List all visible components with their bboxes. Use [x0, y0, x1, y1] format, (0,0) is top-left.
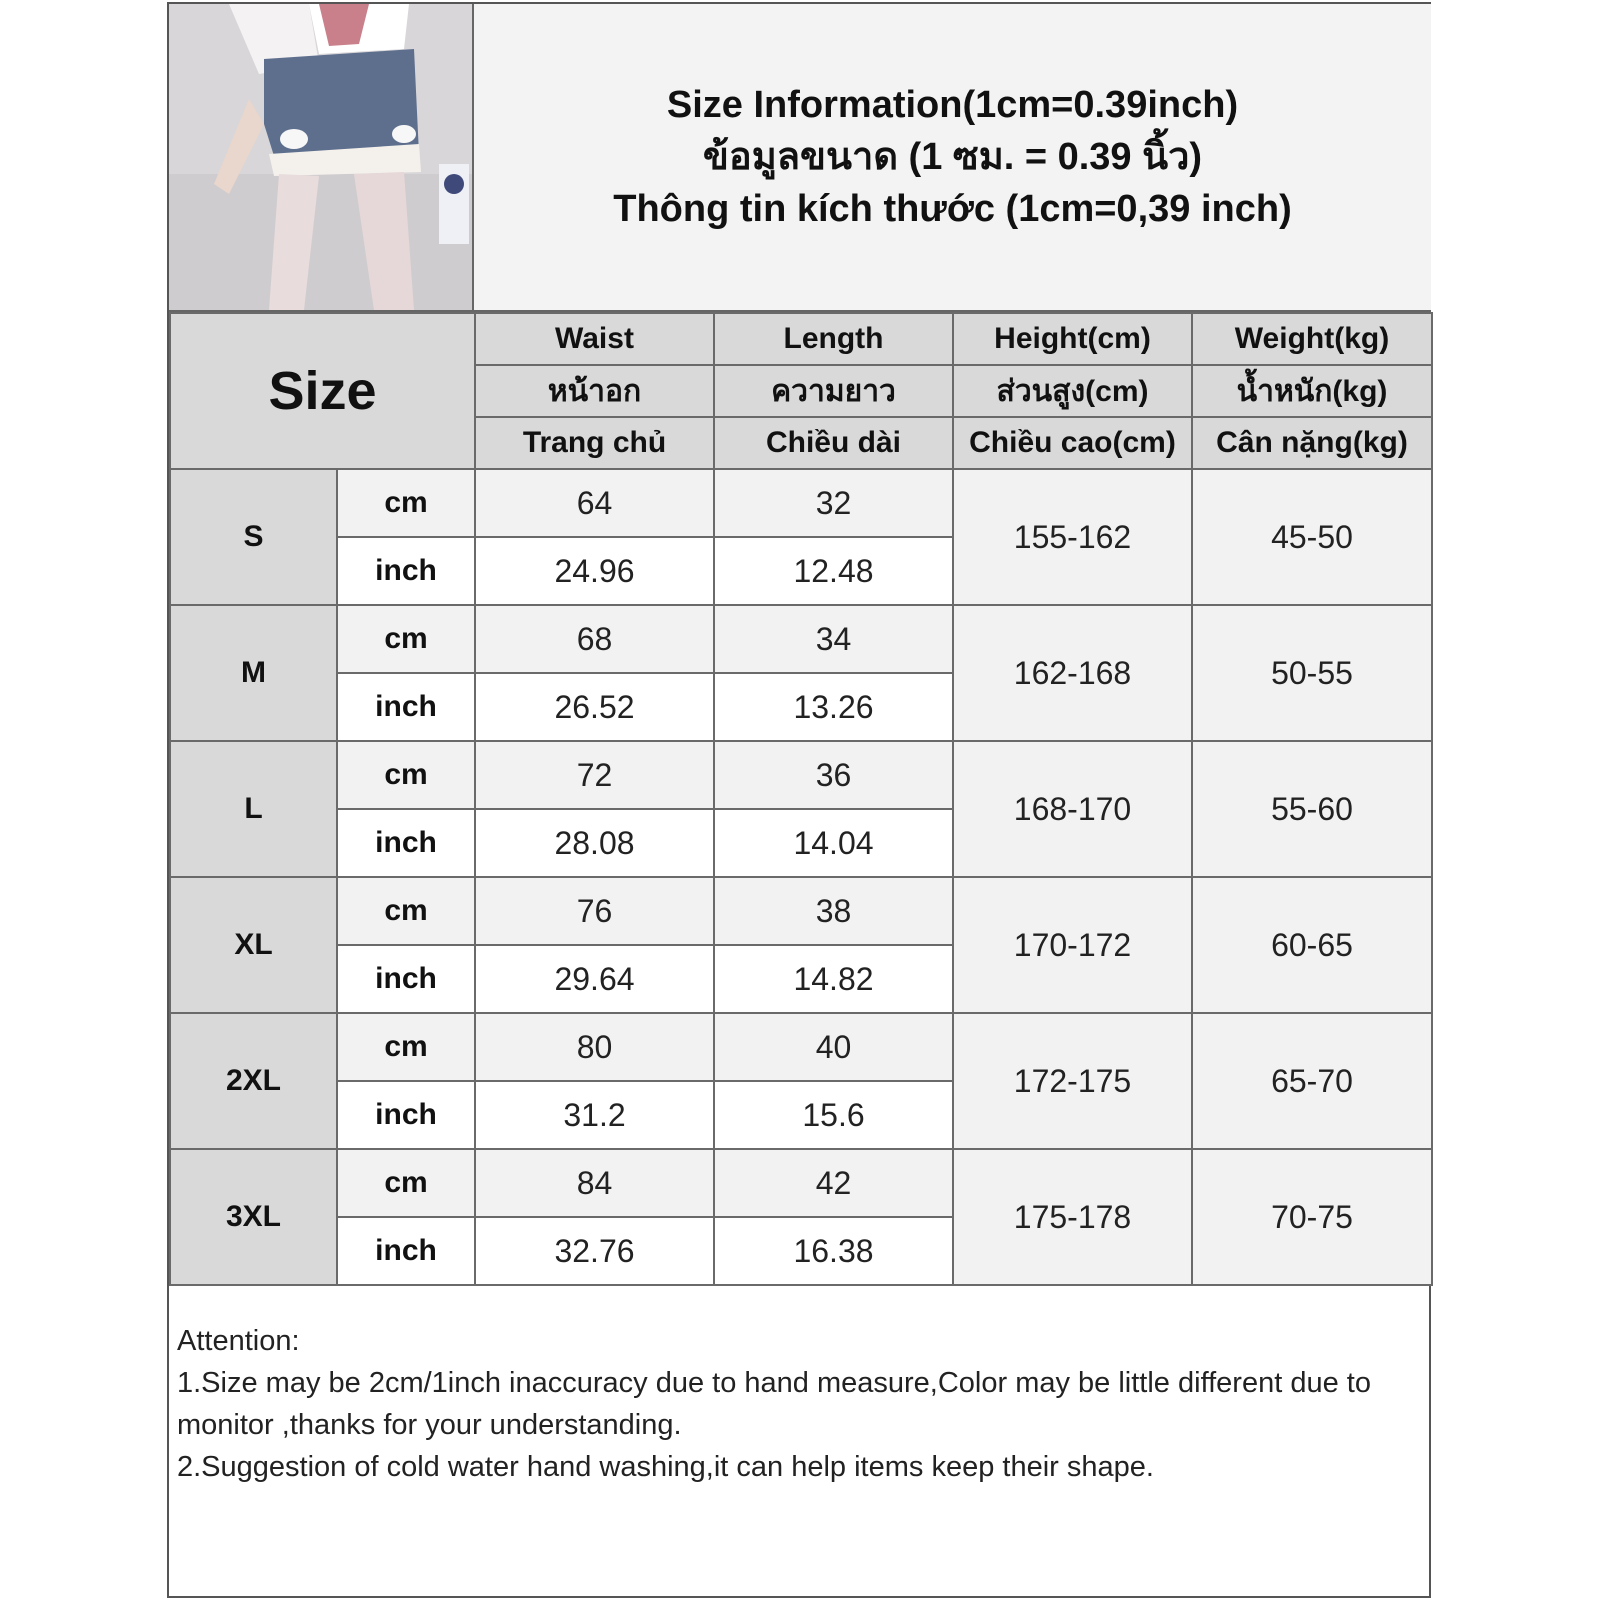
waist-inch: 26.52 [475, 673, 714, 741]
unit-cm: cm [337, 1013, 475, 1081]
attention-notes [169, 1316, 1431, 1492]
col-header-length-vi: Chiều dài [714, 417, 953, 469]
unit-inch: inch [337, 673, 475, 741]
size-label: XL [170, 877, 337, 1013]
size-table [169, 312, 1433, 1286]
unit-inch: inch [337, 809, 475, 877]
weight-range: 60-65 [1192, 877, 1432, 1013]
weight-range: 65-70 [1192, 1013, 1432, 1149]
col-header-height-vi: Chiều cao(cm) [953, 417, 1192, 469]
height-range: 170-172 [953, 877, 1192, 1013]
attention-title: Attention: [177, 1325, 300, 1357]
col-header-height-en: Height(cm) [953, 313, 1192, 365]
waist-cm: 68 [475, 605, 714, 673]
unit-cm: cm [337, 877, 475, 945]
product-photo [169, 4, 474, 312]
waist-cm: 64 [475, 469, 714, 537]
waist-cm: 84 [475, 1149, 714, 1217]
waist-inch: 29.64 [475, 945, 714, 1013]
size-label: S [170, 469, 337, 605]
col-header-length-en: Length [714, 313, 953, 365]
header-line-english: Size Information(1cm=0.39inch) [666, 84, 1239, 126]
length-cm: 36 [714, 741, 953, 809]
model-denim-shorts-image [169, 4, 472, 310]
col-header-weight-th: น้ำหนัก(kg) [1192, 365, 1432, 417]
waist-inch: 28.08 [475, 809, 714, 877]
length-cm: 38 [714, 877, 953, 945]
height-range: 168-170 [953, 741, 1192, 877]
col-header-weight-vi: Cân nặng(kg) [1192, 417, 1432, 469]
col-header-height-th: ส่วนสูง(cm) [953, 365, 1192, 417]
unit-cm: cm [337, 741, 475, 809]
length-inch: 15.6 [714, 1081, 953, 1149]
size-label: L [170, 741, 337, 877]
size-label: 3XL [170, 1149, 337, 1285]
col-header-length-th: ความยาว [714, 365, 953, 417]
waist-inch: 24.96 [475, 537, 714, 605]
weight-range: 70-75 [1192, 1149, 1432, 1285]
length-inch: 16.38 [714, 1217, 953, 1285]
height-range: 162-168 [953, 605, 1192, 741]
col-header-weight-en: Weight(kg) [1192, 313, 1432, 365]
unit-inch: inch [337, 1081, 475, 1149]
unit-cm: cm [337, 1149, 475, 1217]
waist-inch: 32.76 [475, 1217, 714, 1285]
length-inch: 14.82 [714, 945, 953, 1013]
length-cm: 34 [714, 605, 953, 673]
height-range: 172-175 [953, 1013, 1192, 1149]
header-line-vietnamese: Thông tin kích thước (1cm=0,39 inch) [613, 188, 1292, 230]
size-label: 2XL [170, 1013, 337, 1149]
weight-range: 50-55 [1192, 605, 1432, 741]
waist-cm: 80 [475, 1013, 714, 1081]
col-header-waist-vi: Trang chủ [475, 417, 714, 469]
unit-cm: cm [337, 605, 475, 673]
length-inch: 14.04 [714, 809, 953, 877]
length-cm: 42 [714, 1149, 953, 1217]
size-chart-sheet [167, 2, 1431, 1598]
weight-range: 45-50 [1192, 469, 1432, 605]
header-line-thai: ข้อมูลขนาด (1 ซม. = 0.39 นิ้ว) [702, 136, 1203, 178]
attention-note-1: 1.Size may be 2cm/1inch inaccuracy due to hand measure,Color may be little different due to monitor ,thanks for your understanding. [177, 1367, 1371, 1441]
attention-note-2: 2.Suggestion of cold water hand washing,it can help items keep their shape. [177, 1451, 1154, 1483]
size-column-title: Size [170, 313, 475, 469]
size-label: M [170, 605, 337, 741]
unit-inch: inch [337, 537, 475, 605]
weight-range: 55-60 [1192, 741, 1432, 877]
height-range: 175-178 [953, 1149, 1192, 1285]
height-range: 155-162 [953, 469, 1192, 605]
length-cm: 32 [714, 469, 953, 537]
waist-inch: 31.2 [475, 1081, 714, 1149]
length-cm: 40 [714, 1013, 953, 1081]
size-information-header [474, 4, 1431, 312]
col-header-waist-th: หน้าอก [475, 365, 714, 417]
unit-cm: cm [337, 469, 475, 537]
waist-cm: 76 [475, 877, 714, 945]
col-header-waist-en: Waist [475, 313, 714, 365]
unit-inch: inch [337, 1217, 475, 1285]
length-inch: 13.26 [714, 673, 953, 741]
length-inch: 12.48 [714, 537, 953, 605]
unit-inch: inch [337, 945, 475, 1013]
waist-cm: 72 [475, 741, 714, 809]
